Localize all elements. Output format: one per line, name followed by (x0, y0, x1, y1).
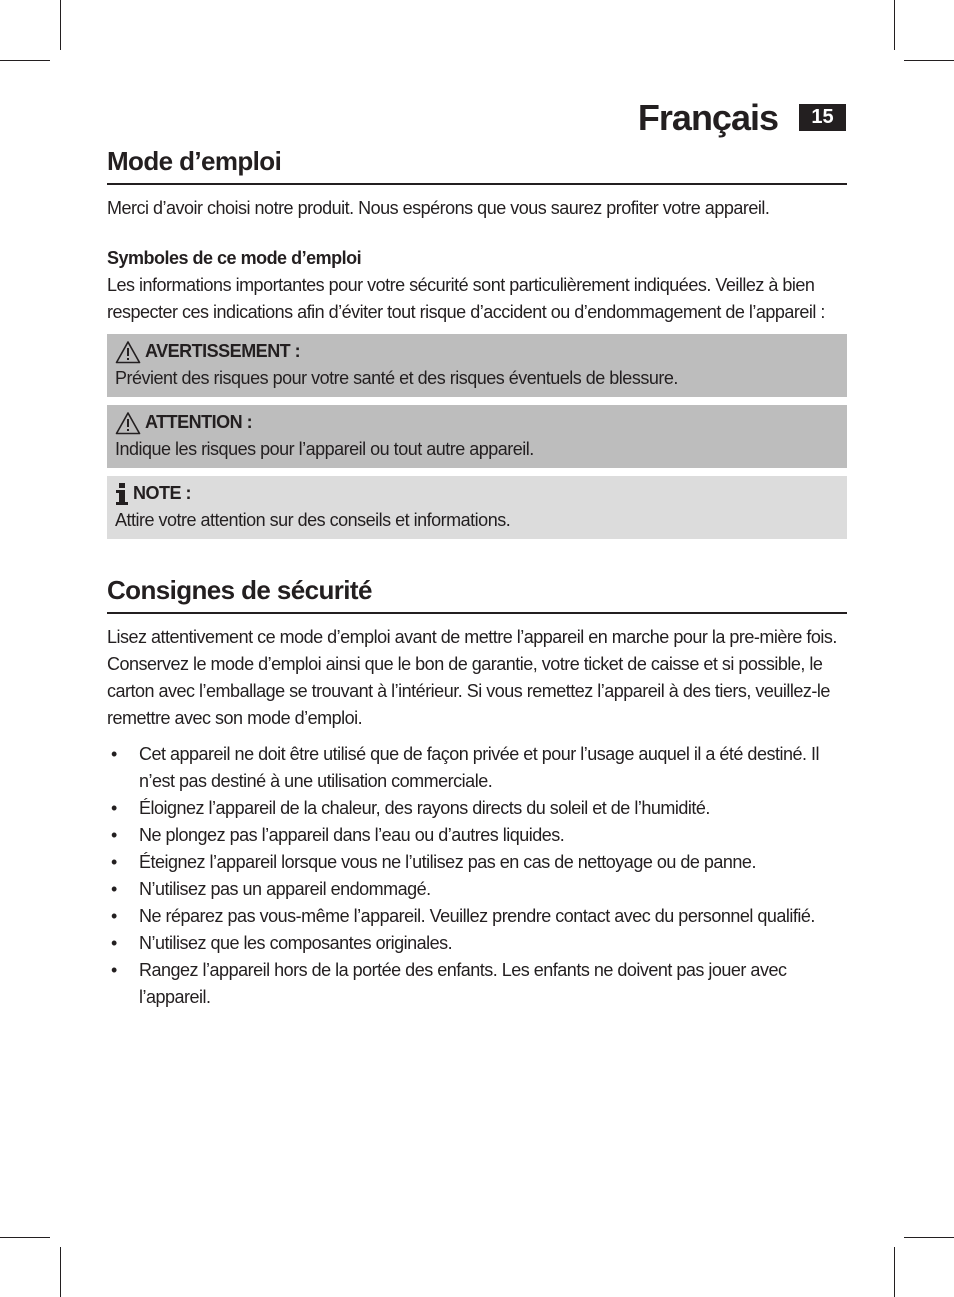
page-language-heading: Français (637, 97, 778, 138)
warning-text: Prévient des risques pour votre santé et des risques éventuels de blessure. (115, 368, 678, 388)
section-title-instructions: Mode d’emploi (107, 140, 847, 185)
attention-text: Indique les risques pour l’appareil ou tout autre appareil. (115, 439, 534, 459)
page-number-badge: 15 (799, 104, 846, 131)
list-item: • Ne réparez pas vous-même l’appareil. Veuillez prendre contact avec du personnel qualifié. (107, 903, 847, 930)
list-item: • Cet appareil ne doit être utilisé que de façon privée et pour l’usage auquel il a été destiné. Il n’est pas destiné à une utilisation commerciale. (107, 741, 847, 795)
intro-paragraph: Merci d’avoir choisi notre produit. Nous espérons que vous saurez profiter votre appareil. (107, 198, 770, 218)
page-content (107, 140, 847, 1011)
crop-mark (904, 60, 954, 61)
note-text: Attire votre attention sur des conseils et informations. (115, 510, 511, 530)
crop-mark (60, 0, 61, 50)
section-title-safety: Consignes de sécurité (107, 569, 847, 614)
attention-box-title (115, 409, 839, 436)
safety-list (107, 741, 847, 1011)
symbols-paragraph: Les informations importantes pour votre sécurité sont particulièrement indiquées. Veillez à bien respecter ces indications afin d’éviter tout risque d’accident ou d’endommagement de l’appareil : (107, 275, 825, 322)
warning-triangle-icon (115, 340, 141, 364)
crop-mark (894, 1247, 895, 1297)
info-icon (115, 482, 129, 506)
note-label: NOTE : (133, 483, 191, 503)
warning-box (107, 334, 847, 397)
list-item: • Ne plongez pas l’appareil dans l’eau ou d’autres liquides. (107, 822, 847, 849)
warning-triangle-icon (115, 411, 141, 435)
crop-mark (0, 1237, 50, 1238)
list-item: • Éteignez l’appareil lorsque vous ne l’utilisez pas en cas de nettoyage ou de panne. (107, 849, 847, 876)
symbols-heading: Symboles de ce mode d’emploi (107, 248, 362, 268)
list-item: • Rangez l’appareil hors de la portée des enfants. Les enfants ne doivent pas jouer avec l’appareil. (107, 957, 847, 1011)
list-item: • N’utilisez pas un appareil endommagé. (107, 876, 847, 903)
crop-mark (0, 60, 50, 61)
attention-label: ATTENTION : (145, 412, 253, 432)
list-item: • N’utilisez que les composantes originales. (107, 930, 847, 957)
crop-mark (894, 0, 895, 50)
warning-box-title (115, 338, 839, 365)
list-item: • Éloignez l’appareil de la chaleur, des rayons directs du soleil et de l’humidité. (107, 795, 847, 822)
note-box (107, 476, 847, 539)
warning-label: AVERTISSEMENT : (145, 341, 301, 361)
note-box-title (115, 480, 839, 507)
crop-mark (60, 1247, 61, 1297)
safety-intro-paragraph: Lisez attentivement ce mode d’emploi avant de mettre l’appareil en marche pour la pre-mière fois. Conservez le mode d’emploi ainsi que le bon de garantie, votre ticket de caisse et si possible, le carton avec l’emballage se trouvant à l’intérieur. Si vous remettez l’appareil à des tiers, veuillez-le remettre avec son mode d’emploi. (107, 627, 837, 728)
attention-box (107, 405, 847, 468)
crop-mark (904, 1237, 954, 1238)
